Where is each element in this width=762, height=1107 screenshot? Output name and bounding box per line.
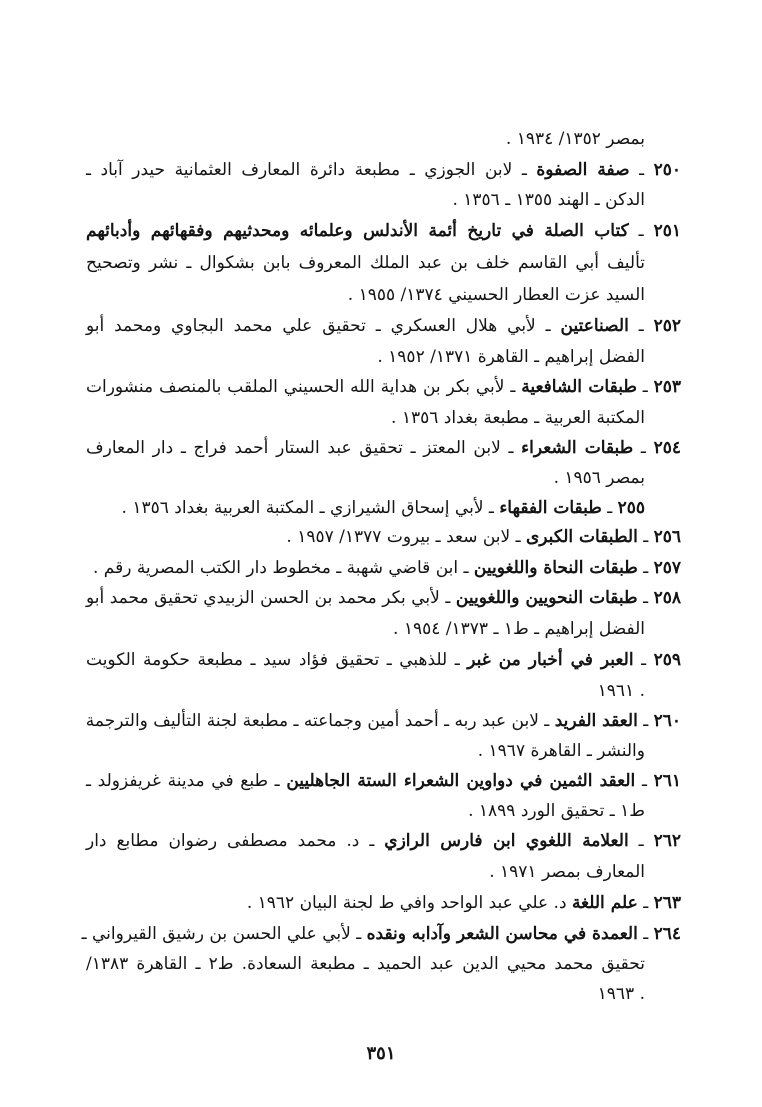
entry-259-line-2: ١٩٦١ . [597, 681, 645, 701]
entry-details: ـ لأبي إسحاق الشيرازي ـ المكتبة العربية بغداد ١٣٥٦ . [121, 498, 494, 518]
entry-number: ٢٥٩ [653, 650, 681, 670]
entry-254-line-2: بمصر ١٩٥٦ . [553, 468, 645, 488]
entry-number: ٢٥٦ [653, 527, 681, 547]
entry-details: ـ لأبي بكر محمد بن الحسن الزبيدي تحقيق محمد أبو [86, 588, 451, 608]
entry-253-line-2: المكتبة العربية ـ مطبعة بغداد ١٣٥٦ . [391, 408, 645, 428]
entry-252-line-2: الفضل إبراهيم ـ القاهرة ١٣٧١/ ١٩٥٢ . [377, 347, 645, 367]
entry-number: ٢٦١ [653, 771, 682, 791]
continuation-line: بمصر ١٣٥٢/ ١٩٣٤ . [505, 129, 645, 149]
entry-details: ـ ابن قاضي شهبة ـ مخطوط دار الكتب المصرية رقم . [92, 558, 469, 578]
entry-261-first-line: ٢٦١ ـ العقد الثمين في دواوين الشعراء الستة الجاهليين ـ طبع في مدينة غريفزولد ـ [86, 771, 682, 791]
entry-details: ـ لابن سعد ـ بيروت ١٣٧٧/ ١٩٥٧ . [286, 527, 521, 547]
entry-title: العقد الفريد [554, 711, 638, 731]
entry-251-line-3: السيد عزت العطار الحسيني ١٣٧٤/ ١٩٥٥ . [347, 285, 645, 305]
entry-250-line-2: الدكن ـ الهند ١٣٥٥ ـ ١٣٥٦ . [452, 190, 645, 210]
entry-number: ٢٥٨ [653, 588, 681, 608]
entry-number: ٢٦٠ [653, 711, 681, 731]
entry-number: ٢٦٢ [653, 831, 681, 851]
entry-title: طبقات الفقهاء [499, 498, 602, 518]
entry-details: ـ لابن الجوزي ـ مطبعة دائرة المعارف العثمانية حيدر آباد ـ [86, 160, 527, 180]
entry-258-first-line: ٢٥٨ ـ طبقات النحويين واللغويين ـ لأبي بكر محمد بن الحسن الزبيدي تحقيق محمد أبو [86, 588, 681, 608]
entry-title: طبقات الشافعية [521, 377, 637, 397]
entry-details: ـ لابن عبد ربه ـ أحمد أمين وجماعته ـ مطبعة لجنة التأليف والترجمة [85, 711, 550, 731]
entry-264-first-line: ٢٦٤ ـ العمدة في محاسن الشعر وآدابه ونقده ـ لأبي علي الحسن بن رشيق القيرواني ـ [81, 924, 681, 944]
entry-title: الطبقات الكبرى [526, 527, 638, 547]
entry-254-first-line: ٢٥٤ ـ طبقات الشعراء ـ لابن المعتز ـ تحقيق عبد الستار أحمد فراج ـ دار المعارف [86, 438, 681, 458]
entry-number: ٢٦٣ [653, 893, 681, 913]
entry-264-line-3: ١٩٦٣ . [597, 984, 645, 1004]
entry-264-line-2: تحقيق محمد محيي الدين عبد الحميد ـ مطبعة السعادة. ط٢ ـ القاهرة ١٣٨٣/ [86, 954, 645, 974]
entry-256-line: ٢٥٦ ـ الطبقات الكبرى ـ لابن سعد ـ بيروت ١٣٧٧/ ١٩٥٧ . [286, 527, 681, 547]
entry-title: طبقات النحويين واللغويين [455, 588, 638, 608]
entry-263-line: ٢٦٣ ـ علم اللغة د. علي عبد الواحد وافي ط لجنة البيان ١٩٦٢ . [246, 893, 681, 913]
entry-details: ـ لابن المعتز ـ تحقيق عبد الستار أحمد فراج ـ دار المعارف [86, 438, 514, 458]
entry-251-first-line: ٢٥١ ـ كتاب الصلة في تاريخ أئمة الأندلس وعلمائه ومحدثيهم وفقهائهم وأدبائهم [86, 221, 681, 241]
entry-title: العمدة في محاسن الشعر وآدابه ونقده [366, 924, 638, 944]
entry-title: العبر في أخبار من غبر [467, 650, 634, 670]
entry-title: العقد الثمين في دواوين الشعراء الستة الجاهليين [286, 771, 636, 791]
entry-262-line-2: المعارف بمصر ١٩٧١ . [489, 862, 645, 882]
entry-details: ـ د. محمد مصطفى رضوان مطابع دار [86, 831, 375, 851]
entry-253-first-line: ٢٥٣ ـ طبقات الشافعية ـ لأبي بكر بن هداية الله الحسيني الملقب بالمنصف منشورات [86, 377, 681, 397]
entry-255-line: ٢٥٥ ـ طبقات الفقهاء ـ لأبي إسحاق الشيرازي ـ المكتبة العربية بغداد ١٣٥٦ . [121, 498, 645, 518]
entry-number: ٢٥٧ [653, 558, 681, 578]
entry-number: ٢٥٢ [653, 316, 681, 336]
entry-251-line-2: تأليف أبي القاسم خلف بن عبد الملك المعروف بابن بشكوال ـ نشر وتصحيح [86, 253, 645, 273]
entry-details: د. علي عبد الواحد وافي ط لجنة البيان ١٩٦٢ . [246, 893, 567, 913]
entry-number: ٢٥٥ [617, 498, 645, 518]
entry-details: ـ طبع في مدينة غريفزولد ـ [86, 771, 280, 791]
entry-252-first-line: ٢٥٢ ـ الصناعتين ـ لأبي هلال العسكري ـ تحقيق علي محمد البجاوي ومحمد أبو [86, 316, 681, 336]
entry-title: طبقات النحاة واللغويين [473, 558, 638, 578]
entry-260-line-2: والنشر ـ القاهرة ١٩٦٧ . [477, 741, 645, 761]
entry-details: ـ للذهبي ـ تحقيق فؤاد سيد ـ مطبعة حكومة الكويت [86, 650, 460, 670]
entry-260-first-line: ٢٦٠ ـ العقد الفريد ـ لابن عبد ربه ـ أحمد أمين وجماعته ـ مطبعة لجنة التأليف والترجمة [85, 711, 681, 731]
page-number: ٣٥١ [366, 1043, 396, 1064]
entry-250-first-line: ٢٥٠ ـ صفة الصفوة ـ لابن الجوزي ـ مطبعة دائرة المعارف العثمانية حيدر آباد ـ [86, 160, 681, 180]
entry-title: كتاب الصلة في تاريخ أئمة الأندلس وعلمائه ومحدثيهم وفقهائهم وأدبائهم [86, 221, 629, 241]
entry-details: ـ لأبي بكر بن هداية الله الحسيني الملقب بالمنصف منشورات [86, 377, 516, 397]
entry-title: العلامة اللغوي ابن فارس الرازي [384, 831, 629, 851]
entry-number: ٢٦٤ [653, 924, 681, 944]
entry-258-line-2: الفضل إبراهيم ـ ط١ ـ ١٣٧٣/ ١٩٥٤ . [393, 619, 645, 639]
entry-details: ـ لأبي علي الحسن بن رشيق القيرواني ـ [81, 924, 362, 944]
entry-261-line-2: ط١ ـ تحقيق الورد ١٨٩٩ . [468, 801, 645, 821]
entry-number: ٢٥٣ [653, 377, 681, 397]
entry-262-first-line: ٢٦٢ ـ العلامة اللغوي ابن فارس الرازي ـ د. محمد مصطفى رضوان مطابع دار [86, 831, 681, 851]
entry-title: صفة الصفوة [536, 160, 630, 180]
entry-number: ٢٥٤ [653, 438, 681, 458]
entry-number: ٢٥١ [653, 221, 681, 241]
entry-details: ـ لأبي هلال العسكري ـ تحقيق علي محمد البجاوي ومحمد أبو [86, 316, 551, 336]
entry-257-line: ٢٥٧ ـ طبقات النحاة واللغويين ـ ابن قاضي شهبة ـ مخطوط دار الكتب المصرية رقم . [92, 558, 681, 578]
entry-title: الصناعتين [560, 316, 629, 336]
entry-number: ٢٥٠ [653, 160, 681, 180]
entry-title: علم اللغة [571, 893, 638, 913]
entry-259-first-line: ٢٥٩ ـ العبر في أخبار من غبر ـ للذهبي ـ تحقيق فؤاد سيد ـ مطبعة حكومة الكويت [86, 650, 681, 670]
entry-title: طبقات الشعراء [521, 438, 634, 458]
